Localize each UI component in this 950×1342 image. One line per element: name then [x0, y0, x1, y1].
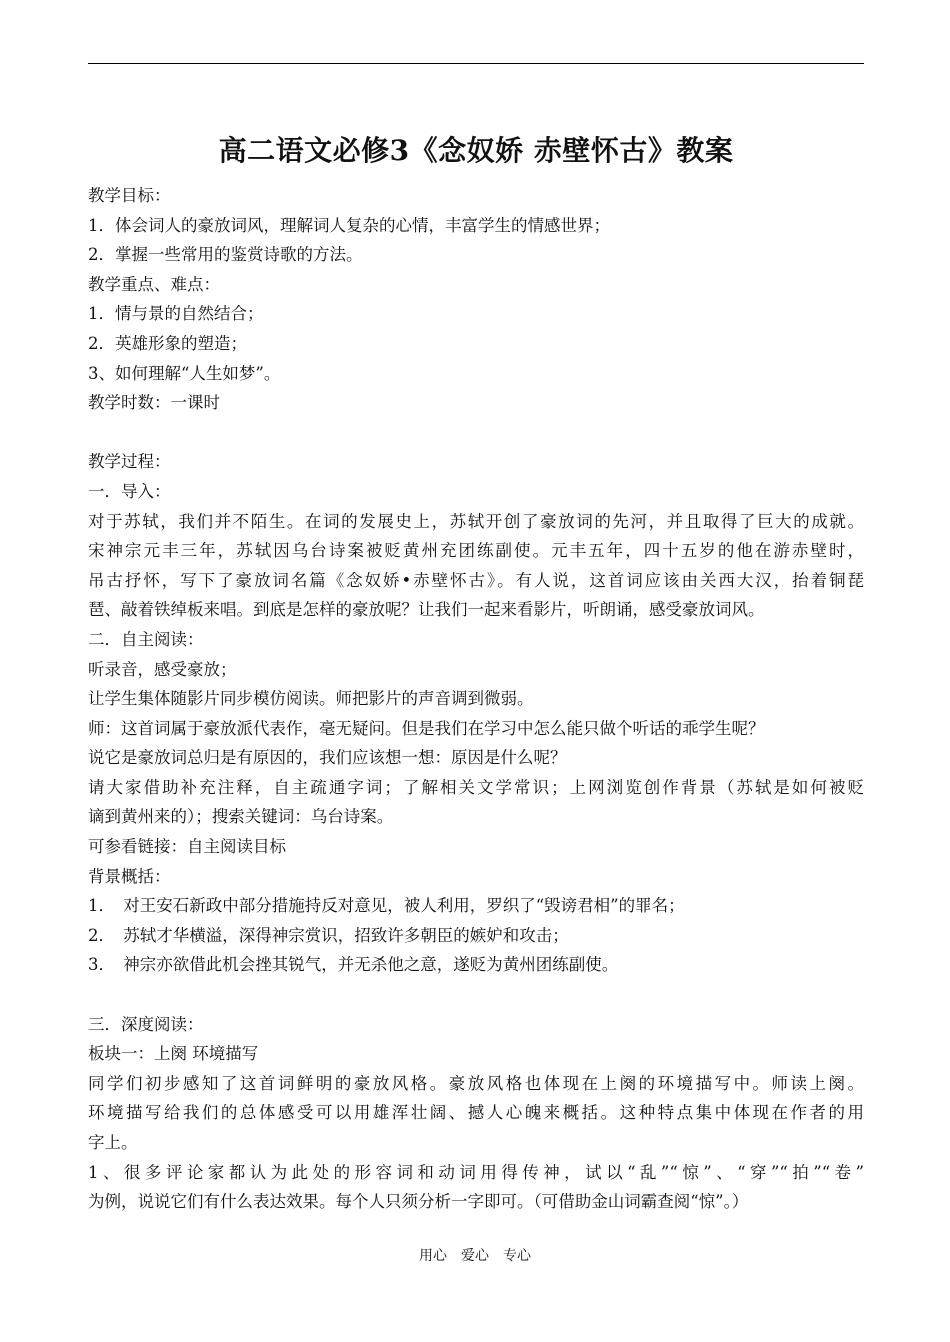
body-line: 对于苏轼，我们并不陌生。在词的发展史上，苏轼开创了豪放词的先河，并且取得了巨大的成就。 — [88, 511, 864, 531]
body-line: 教学重点、难点： — [88, 274, 220, 294]
body-line: 教学时数：一课时 — [88, 393, 220, 413]
body-line: 三．深度阅读： — [88, 1014, 204, 1034]
body-line: 背景概括： — [88, 866, 171, 886]
body-line: 吊古抒怀，写下了豪放词名篇《念奴娇•赤壁怀古》。有人说，这首词应该由关西大汉，抬着铜琵 — [88, 570, 864, 590]
body-line: 2．英雄形象的塑造； — [88, 333, 247, 353]
body-line: 让学生集体随影片同步模仿阅读。师把影片的声音调到微弱。 — [88, 689, 534, 709]
body-line: 为例，说说它们有什么表达效果。每个人只须分析一字即可。（可借助金山词霸查阅“惊”。） — [88, 1192, 749, 1212]
body-line: 1．体会词人的豪放词风，理解词人复杂的心情，丰富学生的情感世界； — [88, 215, 610, 235]
body-line: 说它是豪放词总归是有原因的，我们应该想一想：原因是什么呢？ — [88, 748, 567, 768]
body-line: 请大家借助补充注释，自主疏通字词；了解相关文学常识；上网浏览创作背景（苏轼是如何被贬 — [88, 777, 864, 797]
body-line: 1、很多评论家都认为此处的形容词和动词用得传神，试以“乱”“惊”、“穿”“拍”“卷” — [88, 1162, 864, 1182]
body-line: 可参看链接：自主阅读目标 — [88, 837, 286, 857]
body-line: 教学目标： — [88, 186, 171, 205]
document-title: 高二语文必修3《念奴娇 赤壁怀古》教案 — [218, 134, 734, 167]
body-line: 字上。 — [88, 1133, 138, 1152]
body-line: 琶、敲着铁绰板来唱。到底是怎样的豪放呢？让我们一起来看影片，听朗诵，感受豪放词风。 — [88, 600, 765, 620]
body-line: 二．自主阅读： — [88, 629, 204, 649]
body-line: 宋神宗元丰三年，苏轼因乌台诗案被贬黄州充团练副使。元丰五年，四十五岁的他在游赤壁时， — [88, 541, 864, 561]
body-line: 同学们初步感知了这首词鲜明的豪放风格。豪放风格也体现在上阕的环境描写中。师读上阕。 — [88, 1073, 864, 1093]
body-line: 教学过程： — [88, 452, 171, 472]
body-line: 1． 对王安石新政中部分措施持反对意见，被人利用，罗织了“毁谤君相”的罪名； — [88, 896, 685, 916]
header-rule — [88, 63, 864, 64]
body-line: 师：这首词属于豪放派代表作，毫无疑问。但是我们在学习中怎么能只做个听话的乖学生呢？ — [88, 718, 765, 738]
document-body — [88, 181, 864, 1217]
body-line: 2．掌握一些常用的鉴赏诗歌的方法。 — [88, 245, 363, 265]
body-line: 环境描写给我们的总体感受可以用雄浑壮阔、撼人心魄来概括。这种特点集中体现在作者的用 — [88, 1103, 864, 1123]
body-line: 3． 神宗亦欲借此机会挫其锐气，并无杀他之意，遂贬为黄州团练副使。 — [88, 955, 619, 975]
body-line: 1．情与景的自然结合； — [88, 304, 264, 324]
body-line: 谪到黄州来的）；搜索关键词：乌台诗案。 — [88, 807, 394, 827]
page-footer: 用心 爱心 专心 — [419, 1248, 531, 1264]
blank-line — [88, 418, 864, 448]
body-line: 3、如何理解“人生如梦”。 — [88, 363, 281, 383]
body-line: 一．导入： — [88, 481, 171, 501]
body-line: 板块一：上阕 环境描写 — [88, 1044, 259, 1064]
body-line: 2． 苏轼才华横溢，深得神宗赏识，招致许多朝臣的嫉妒和攻击； — [88, 925, 569, 945]
body-line: 听录音，感受豪放； — [88, 659, 237, 679]
blank-line — [88, 980, 864, 1010]
